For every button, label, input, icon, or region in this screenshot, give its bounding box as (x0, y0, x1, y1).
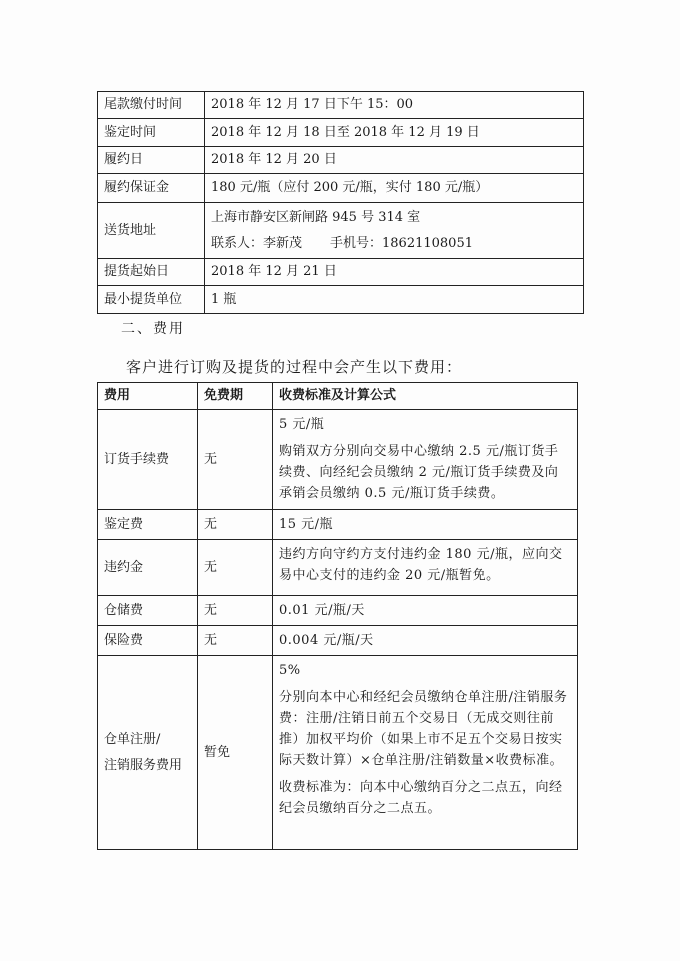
row-value: 2018 年 12 月 18 日至 2018 年 12 月 19 日 (205, 119, 584, 147)
row-label: 尾款缴付时间 (98, 92, 205, 119)
row-label: 送货地址 (98, 203, 205, 259)
fee-description-line: 违约方向守约方支付违约金 180 元/瓶，应向交易中心支付的违约金 20 元/瓶暂免。 (279, 547, 563, 583)
intro-text: 客户进行订购及提货的过程中会产生以下费用： (126, 358, 463, 376)
row-value: 180 元/瓶（应付 200 元/瓶，实付 180 元/瓶） (205, 174, 584, 203)
row-label: 履约日 (98, 147, 205, 174)
fee-description (273, 656, 578, 850)
row-label: 履约保证金 (98, 174, 205, 203)
fee-name: 保险费 (98, 626, 198, 656)
fee-description-line: 收费标准为：向本中心缴纳百分之二点五，向经纪会员缴纳百分之二点五。 (279, 780, 563, 816)
table-row (98, 286, 584, 314)
fee-description (273, 510, 578, 540)
section-title: 二、费用 (121, 321, 185, 337)
fee-name: 订货手续费 (98, 410, 198, 510)
row-label: 鉴定时间 (98, 119, 205, 147)
table-row (98, 119, 584, 147)
fee-name: 鉴定费 (98, 510, 198, 540)
table-row (98, 626, 578, 656)
delivery-info-table (97, 91, 584, 314)
contact-phone: 手机号：18621108051 (330, 235, 473, 251)
table-header-row (98, 383, 578, 410)
row-value: 1 瓶 (205, 286, 584, 314)
fee-description-line: 15 元/瓶 (279, 517, 334, 532)
table-row (98, 203, 584, 259)
fee-free-period: 暂免 (198, 656, 273, 850)
fee-free-period: 无 (198, 510, 273, 540)
row-label: 最小提货单位 (98, 286, 205, 314)
fee-name (98, 656, 198, 850)
fee-description-line: 0.01 元/瓶/天 (279, 603, 365, 618)
table-row (98, 259, 584, 286)
table-row (98, 510, 578, 540)
fee-table (97, 382, 578, 850)
column-header-fee: 费用 (98, 383, 198, 410)
table-row (98, 174, 584, 203)
table-row (98, 656, 578, 850)
fee-name: 仓储费 (98, 596, 198, 626)
fee-description (273, 540, 578, 596)
fee-free-period: 无 (198, 626, 273, 656)
table-row (98, 92, 584, 119)
fee-description-line: 5% (279, 663, 301, 678)
table-row (98, 147, 584, 174)
fee-description (273, 410, 578, 510)
fee-free-period: 无 (198, 596, 273, 626)
fee-description (273, 626, 578, 656)
row-label: 提货起始日 (98, 259, 205, 286)
row-value: 2018 年 12 月 21 日 (205, 259, 584, 286)
fee-description-line: 5 元/瓶 (279, 417, 325, 432)
row-value: 2018 年 12 月 20 日 (205, 147, 584, 174)
delivery-address-cell (205, 203, 584, 259)
fee-description-line: 0.004 元/瓶/天 (279, 633, 374, 648)
column-header-standard: 收费标准及计算公式 (273, 383, 578, 410)
table-row (98, 596, 578, 626)
column-header-free-period: 免费期 (198, 383, 273, 410)
fee-free-period: 无 (198, 410, 273, 510)
fee-free-period: 无 (198, 540, 273, 596)
fee-description-line: 购销双方分别向交易中心缴纳 2.5 元/瓶订货手续费、向经纪会员缴纳 2 元/瓶订货手续费及向承销会员缴纳 0.5 元/瓶订货手续费。 (279, 444, 559, 501)
table-row (98, 410, 578, 510)
fee-name-line: 注销服务费用 (104, 757, 183, 773)
contact-person: 联系人：李新茂 (211, 235, 303, 251)
fee-description (273, 596, 578, 626)
table-row (98, 540, 578, 596)
contact-line (211, 235, 577, 253)
fee-name: 违约金 (98, 540, 198, 596)
row-value: 2018 年 12 月 17 日下午 15：00 (205, 92, 584, 119)
fee-name-line: 仓单注册/ (104, 731, 161, 747)
delivery-address: 上海市静安区新闸路 945 号 314 室 (211, 209, 421, 225)
fee-description-line: 分别向本中心和经纪会员缴纳仓单注册/注销服务费：注册/注销日前五个交易日（无成交则往前推）加权平均价（如果上市不足五个交易日按实际天数计算）×仓单注册/注销数量×收费标准。 (279, 690, 568, 768)
